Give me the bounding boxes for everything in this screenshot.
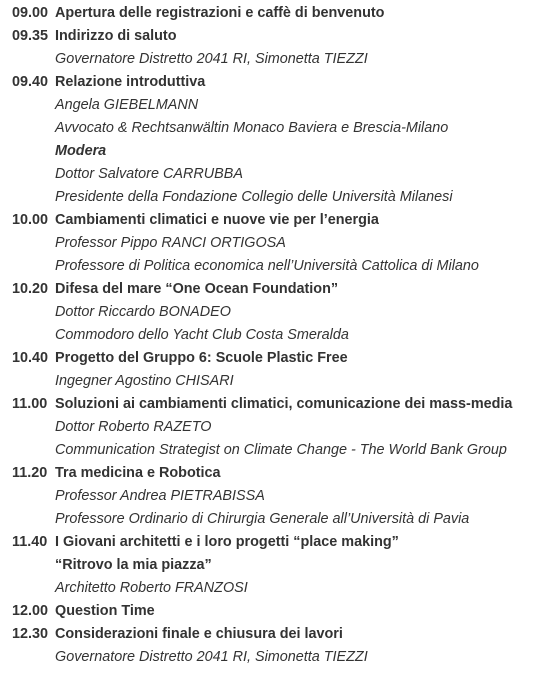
item-title: Apertura delle registrazioni e caffè di benvenuto (55, 5, 385, 21)
schedule-item (0, 623, 559, 646)
item-time: 11.00 (12, 396, 48, 412)
speaker-detail: Governatore Distretto 2041 RI, Simonetta TIEZZI (55, 51, 368, 67)
speaker-name: Dottor Roberto RAZETO (55, 419, 212, 435)
item-title: Considerazioni finale e chiusura dei lavori (55, 626, 343, 642)
item-title: I Giovani architetti e i loro progetti “place making” (55, 534, 399, 550)
schedule-item (0, 462, 559, 485)
item-time: 12.30 (12, 626, 49, 642)
speaker-role: Commodoro dello Yacht Club Costa Smeralda (55, 327, 349, 343)
speaker-name: Ingegner Agostino CHISARI (55, 373, 234, 389)
speaker-name: Angela GIEBELMANN (55, 97, 199, 113)
speaker-role: Avvocato & Rechtsanwältin Monaco Baviera e Brescia-Milano (55, 120, 449, 136)
speaker-name: Architetto Roberto FRANZOSI (55, 580, 248, 596)
item-title: Cambiamenti climatici e nuove vie per l’energia (55, 212, 379, 228)
item-time: 09.40 (12, 74, 49, 90)
item-time: 09.35 (12, 28, 49, 44)
speaker-name: Professor Pippo RANCI ORTIGOSA (55, 235, 286, 251)
item-title: Relazione introduttiva (55, 74, 206, 90)
speaker-name: Professor Andrea PIETRABISSA (55, 488, 265, 504)
item-title: Progetto del Gruppo 6: Scuole Plastic Free (55, 350, 348, 366)
item-time: 11.40 (12, 534, 48, 550)
item-title: Indirizzo di saluto (55, 28, 177, 44)
moderator-name: Dottor Salvatore CARRUBBA (55, 166, 243, 182)
schedule-item (0, 25, 559, 48)
schedule-item (0, 2, 559, 25)
schedule-item (0, 347, 559, 370)
item-time: 10.40 (12, 350, 49, 366)
speaker-role: Professore Ordinario di Chirurgia Generale all’Università di Pavia (55, 511, 470, 527)
moderator-heading: Modera (55, 143, 107, 159)
speaker-name: Dottor Riccardo BONADEO (55, 304, 231, 320)
item-time: 12.00 (12, 603, 49, 619)
item-time: 10.00 (12, 212, 49, 228)
item-title: Soluzioni ai cambiamenti climatici, comunicazione dei mass-media (55, 396, 513, 412)
speaker-detail: Governatore Distretto 2041 RI, Simonetta TIEZZI (55, 649, 368, 665)
item-title-continued: “Ritrovo la mia piazza” (55, 557, 212, 573)
item-title: Question Time (55, 603, 155, 619)
speaker-role: Communication Strategist on Climate Change - The World Bank Group (55, 442, 507, 458)
item-title: Tra medicina e Robotica (55, 465, 221, 481)
schedule-item (0, 600, 559, 623)
speaker-role: Professore di Politica economica nell’Università Cattolica di Milano (55, 258, 479, 274)
schedule-item (0, 393, 559, 416)
item-time: 11.20 (12, 465, 48, 481)
schedule-item (0, 278, 559, 301)
schedule-item (0, 531, 559, 554)
moderator-role: Presidente della Fondazione Collegio delle Università Milanesi (55, 189, 453, 205)
schedule-item (0, 209, 559, 232)
item-time: 09.00 (12, 5, 49, 21)
schedule-item (0, 71, 559, 94)
item-time: 10.20 (12, 281, 49, 297)
item-title: Difesa del mare “One Ocean Foundation” (55, 281, 339, 297)
